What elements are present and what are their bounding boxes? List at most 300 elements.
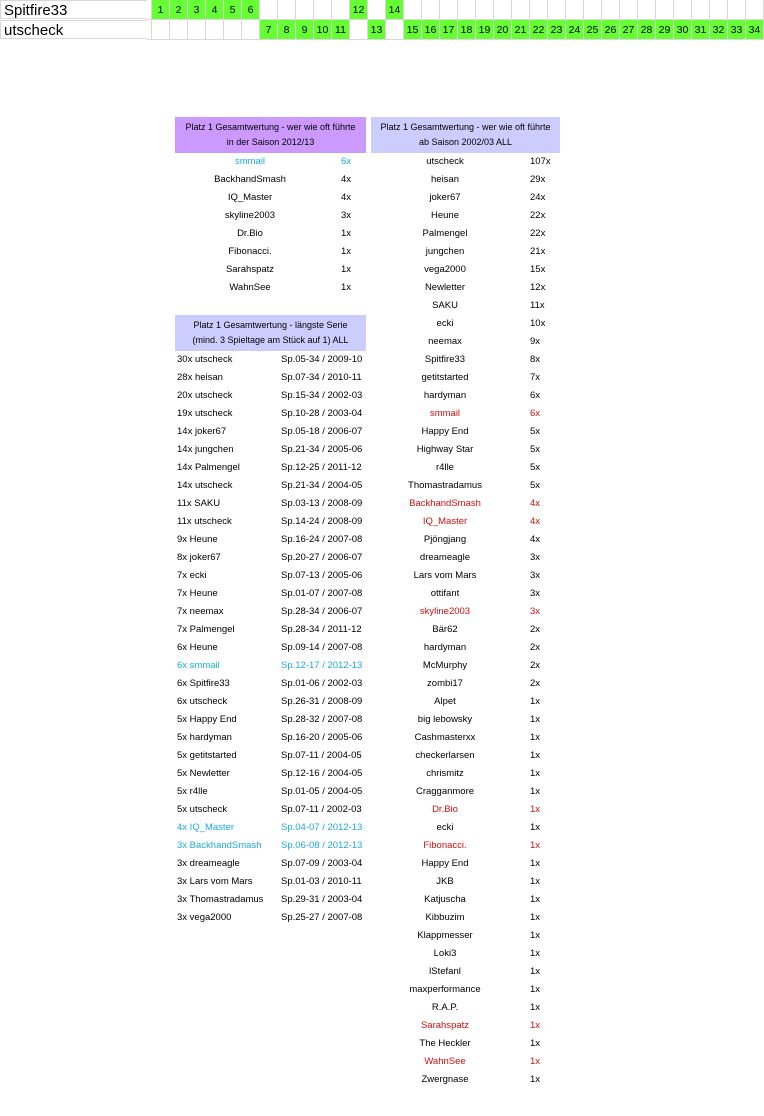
season-leader-row bbox=[175, 171, 366, 189]
streak-row bbox=[177, 729, 366, 747]
lead-count: 24x bbox=[530, 192, 546, 203]
streak-row bbox=[177, 513, 366, 531]
streak-period: Sp.21-34 / 2005-06 bbox=[281, 444, 363, 455]
player-name: checkerlarsen bbox=[415, 750, 475, 761]
lead-count: 10x bbox=[530, 318, 546, 329]
player-name: Cragganmore bbox=[415, 786, 475, 797]
lead-count: 3x bbox=[530, 552, 541, 563]
lead-count: 1x bbox=[530, 1074, 541, 1085]
lead-count: 4x bbox=[341, 192, 352, 203]
grid-cell bbox=[602, 0, 620, 20]
grid-cell-leader: 17 bbox=[440, 20, 458, 40]
lead-count: 3x bbox=[530, 606, 541, 617]
alltime-leader-row bbox=[371, 819, 560, 837]
player-name: skyline2003 bbox=[224, 210, 276, 221]
alltime-leader-row bbox=[371, 873, 560, 891]
grid-cell-leader: 26 bbox=[602, 20, 620, 40]
player-name: jungchen bbox=[425, 246, 465, 257]
grid-cell-leader: 11 bbox=[332, 20, 350, 40]
lead-count: 2x bbox=[530, 660, 541, 671]
grid-cell-leader: 24 bbox=[566, 20, 584, 40]
alltime-leader-row bbox=[371, 1035, 560, 1053]
lead-count: 3x bbox=[530, 588, 541, 599]
player-name: Kibbuzim bbox=[425, 912, 465, 923]
streak-player: 6x Heune bbox=[177, 642, 218, 653]
streak-row bbox=[177, 423, 366, 441]
streak-player: 6x Spitfire33 bbox=[177, 678, 230, 689]
player-name: Highway Star bbox=[416, 444, 474, 455]
player-name: utscheck bbox=[426, 156, 464, 167]
streak-period: Sp.07-09 / 2003-04 bbox=[281, 858, 363, 869]
grid-cell-leader: 8 bbox=[278, 20, 296, 40]
streak-period: Sp.15-34 / 2002-03 bbox=[281, 390, 363, 401]
lead-count: 2x bbox=[530, 678, 541, 689]
lead-count: 1x bbox=[530, 840, 541, 851]
player-name: vega2000 bbox=[424, 264, 466, 275]
streak-player: 8x joker67 bbox=[177, 552, 221, 563]
grid-cell bbox=[422, 0, 440, 20]
streak-player: 7x Palmengel bbox=[177, 624, 235, 635]
grid-cell bbox=[494, 0, 512, 20]
lead-count: 1x bbox=[530, 1056, 541, 1067]
alltime-leader-row bbox=[371, 1071, 560, 1089]
streak-row bbox=[177, 387, 366, 405]
streak-player: 14x jungchen bbox=[177, 444, 234, 455]
alltime-leader-row bbox=[371, 639, 560, 657]
streak-row bbox=[177, 441, 366, 459]
streak-row bbox=[177, 837, 366, 855]
lead-count: 4x bbox=[530, 516, 541, 527]
grid-cell-leader: 31 bbox=[692, 20, 710, 40]
streak-period: Sp.01-05 / 2004-05 bbox=[281, 786, 363, 797]
season-leader-row bbox=[175, 279, 366, 297]
streak-player: 6x utscheck bbox=[177, 696, 228, 707]
alltime-leader-row bbox=[371, 513, 560, 531]
lead-count: 22x bbox=[530, 228, 546, 239]
grid-cell bbox=[260, 0, 278, 20]
streak-period: Sp.07-34 / 2010-11 bbox=[281, 372, 362, 383]
lead-count: 1x bbox=[341, 228, 352, 239]
lead-count: 7x bbox=[530, 372, 541, 383]
streak-period: Sp.14-24 / 2008-09 bbox=[281, 516, 363, 527]
streak-period: Sp.10-28 / 2003-04 bbox=[281, 408, 363, 419]
player-name: Cashmasterxx bbox=[414, 732, 476, 743]
grid-cell bbox=[404, 0, 422, 20]
alltime-leader-row bbox=[371, 171, 560, 189]
grid-cell-leader: 6 bbox=[242, 0, 260, 20]
lead-count: 1x bbox=[530, 930, 541, 941]
streak-period: Sp.28-34 / 2006-07 bbox=[281, 606, 363, 617]
lead-count: 22x bbox=[530, 210, 546, 221]
grid-cell-leader: 32 bbox=[710, 20, 728, 40]
grid-cell bbox=[638, 0, 656, 20]
alltime-leader-row bbox=[371, 459, 560, 477]
lead-count: 6x bbox=[530, 390, 541, 401]
alltime-leader-row bbox=[371, 297, 560, 315]
lead-count: 1x bbox=[530, 1002, 541, 1013]
streak-row bbox=[177, 711, 366, 729]
lead-count: 1x bbox=[530, 966, 541, 977]
player-name: BackhandSmash bbox=[214, 174, 286, 185]
alltime-leader-row bbox=[371, 495, 560, 513]
alltime-leader-row bbox=[371, 567, 560, 585]
streak-player: 5x utscheck bbox=[177, 804, 228, 815]
lead-count: 2x bbox=[530, 624, 541, 635]
alltime-leader-row bbox=[371, 621, 560, 639]
alltime-leader-row bbox=[371, 333, 560, 351]
lead-count: 1x bbox=[530, 1038, 541, 1049]
grid-cell bbox=[566, 0, 584, 20]
player-name: dreameagle bbox=[419, 552, 471, 563]
lead-count: 3x bbox=[341, 210, 352, 221]
streak-period: Sp.07-11 / 2002-03 bbox=[281, 804, 362, 815]
grid-cell bbox=[584, 0, 602, 20]
streak-player: 7x ecki bbox=[177, 570, 207, 581]
streak-player: 7x neemax bbox=[177, 606, 224, 617]
streak-row bbox=[177, 549, 366, 567]
grid-cell bbox=[620, 0, 638, 20]
player-name: smmail bbox=[429, 408, 461, 419]
season-leader-row bbox=[175, 207, 366, 225]
player-name: Sarahspatz bbox=[225, 264, 275, 275]
grid-cell bbox=[368, 0, 386, 20]
player-name: big lebowsky bbox=[417, 714, 473, 725]
grid-cell bbox=[350, 20, 368, 40]
streak-period: Sp.20-27 / 2006-07 bbox=[281, 552, 363, 563]
alltime-leader-row bbox=[371, 603, 560, 621]
grid-cell bbox=[476, 0, 494, 20]
lead-count: 1x bbox=[341, 264, 352, 275]
lead-count: 6x bbox=[530, 408, 541, 419]
grid-cell-leader: 30 bbox=[674, 20, 692, 40]
grid-row bbox=[0, 20, 764, 40]
player-name: IQ_Master bbox=[422, 516, 468, 527]
grid-cell-leader: 20 bbox=[494, 20, 512, 40]
alltime-leader-row bbox=[371, 1017, 560, 1035]
alltime-leader-row bbox=[371, 927, 560, 945]
streak-player: 28x heisan bbox=[177, 372, 223, 383]
grid-cell bbox=[710, 0, 728, 20]
player-name: zombi17 bbox=[427, 678, 463, 689]
alltime-leader-row bbox=[371, 909, 560, 927]
player-name: Zwergnase bbox=[421, 1074, 469, 1085]
player-name: JKB bbox=[436, 876, 454, 887]
grid-cell bbox=[314, 0, 332, 20]
lead-count: 1x bbox=[530, 858, 541, 869]
alltime-leader-row bbox=[371, 441, 560, 459]
player-name: Klappmesser bbox=[417, 930, 473, 941]
lead-count: 1x bbox=[530, 786, 541, 797]
streak-player: 9x Heune bbox=[177, 534, 218, 545]
alltime-leader-row bbox=[371, 207, 560, 225]
streak-row bbox=[177, 351, 366, 369]
alltime-leader-row bbox=[371, 243, 560, 261]
alltime-leader-row bbox=[371, 405, 560, 423]
lead-count: 12x bbox=[530, 282, 546, 293]
streak-period: Sp.12-25 / 2011-12 bbox=[281, 462, 362, 473]
season-leaders-header bbox=[175, 117, 366, 153]
streak-player: 30x utscheck bbox=[177, 354, 233, 365]
player-name: The Heckler bbox=[419, 1038, 471, 1049]
alltime-leader-row bbox=[371, 693, 560, 711]
lead-count: 107x bbox=[530, 156, 551, 167]
lead-count: 5x bbox=[530, 444, 541, 455]
streak-player: 4x IQ_Master bbox=[177, 822, 235, 833]
grid-cell-leader: 14 bbox=[386, 0, 404, 20]
grid-cell-leader: 19 bbox=[476, 20, 494, 40]
player-name: Dr.Bio bbox=[432, 804, 458, 815]
player-name: Happy End bbox=[421, 426, 469, 437]
streak-row bbox=[177, 603, 366, 621]
alltime-leader-row bbox=[371, 711, 560, 729]
lead-count: 29x bbox=[530, 174, 546, 185]
streak-row bbox=[177, 531, 366, 549]
grid-cell-leader: 7 bbox=[260, 20, 278, 40]
alltime-leader-row bbox=[371, 801, 560, 819]
alltime-leader-row bbox=[371, 225, 560, 243]
player-name: Newletter bbox=[424, 282, 466, 293]
streak-row bbox=[177, 477, 366, 495]
streak-player: 6x smmail bbox=[177, 660, 220, 671]
alltime-leader-row bbox=[371, 387, 560, 405]
lead-count: 1x bbox=[530, 894, 541, 905]
player-name: Happy End bbox=[421, 858, 469, 869]
streak-player: 7x Heune bbox=[177, 588, 218, 599]
player-name: Sarahspatz bbox=[420, 1020, 470, 1031]
grid-cell bbox=[188, 20, 206, 40]
streak-row bbox=[177, 369, 366, 387]
streak-player: 5x Newletter bbox=[177, 768, 230, 779]
streak-player: 5x r4lle bbox=[177, 786, 208, 797]
grid-cell-leader: 28 bbox=[638, 20, 656, 40]
grid-cell bbox=[242, 20, 260, 40]
lead-count: 4x bbox=[530, 498, 541, 509]
lead-count: 3x bbox=[530, 570, 541, 581]
streak-player: 19x utscheck bbox=[177, 408, 233, 419]
lead-count: 8x bbox=[530, 354, 541, 365]
streaks-title-line2: (mind. 3 Spieltage am Stück auf 1) ALL bbox=[192, 335, 349, 345]
alltime-leader-row bbox=[371, 657, 560, 675]
lead-count: 1x bbox=[341, 282, 352, 293]
lead-count: 4x bbox=[341, 174, 352, 185]
player-name: chrismitz bbox=[426, 768, 464, 779]
grid-cell-leader: 23 bbox=[548, 20, 566, 40]
alltime-leader-row bbox=[371, 315, 560, 333]
lead-count: 1x bbox=[530, 768, 541, 779]
grid-cell bbox=[278, 0, 296, 20]
grid-row bbox=[0, 0, 764, 20]
lead-count: 1x bbox=[530, 984, 541, 995]
season-leader-row bbox=[175, 189, 366, 207]
player-name: ottifant bbox=[430, 588, 460, 599]
streak-player: 5x getitstarted bbox=[177, 750, 237, 761]
streak-row bbox=[177, 657, 366, 675]
player-name: McMurphy bbox=[422, 660, 468, 671]
grid-cell bbox=[656, 0, 674, 20]
alltime-leader-row bbox=[371, 585, 560, 603]
grid-cell-leader: 9 bbox=[296, 20, 314, 40]
player-name: IQ_Master bbox=[227, 192, 273, 203]
streak-player: 14x joker67 bbox=[177, 426, 227, 437]
streak-player: 3x vega2000 bbox=[177, 912, 232, 923]
grid-cell bbox=[512, 0, 530, 20]
season-leader-row bbox=[175, 153, 366, 171]
streak-period: Sp.09-14 / 2007-08 bbox=[281, 642, 363, 653]
streak-row bbox=[177, 675, 366, 693]
streaks-header bbox=[175, 315, 366, 351]
streak-row bbox=[177, 585, 366, 603]
streak-row bbox=[177, 621, 366, 639]
alltime-leader-row bbox=[371, 1053, 560, 1071]
streak-period: Sp.26-31 / 2008-09 bbox=[281, 696, 363, 707]
player-name: Fibonacci. bbox=[423, 840, 467, 851]
streak-period: Sp.04-07 / 2012-13 bbox=[281, 822, 363, 833]
lead-count: 1x bbox=[530, 714, 541, 725]
lead-count: 4x bbox=[530, 534, 541, 545]
grid-cell-leader: 25 bbox=[584, 20, 602, 40]
streak-period: Sp.28-32 / 2007-08 bbox=[281, 714, 363, 725]
player-name: Spitfire33 bbox=[424, 354, 466, 365]
streak-period: Sp.05-18 / 2006-07 bbox=[281, 426, 363, 437]
grid-cell-leader: 22 bbox=[530, 20, 548, 40]
grid-cell-leader: 27 bbox=[620, 20, 638, 40]
season-leaders-title-line2: in der Saison 2012/13 bbox=[226, 137, 315, 147]
lead-count: 1x bbox=[530, 732, 541, 743]
grid-cell bbox=[152, 20, 170, 40]
player-name: Bär62 bbox=[432, 624, 458, 635]
player-name: skyline2003 bbox=[419, 606, 471, 617]
lead-count: 1x bbox=[530, 804, 541, 815]
alltime-leader-row bbox=[371, 531, 560, 549]
grid-cell bbox=[530, 0, 548, 20]
alltime-leader-row bbox=[371, 963, 560, 981]
lead-count: 5x bbox=[530, 426, 541, 437]
grid-cell-leader: 16 bbox=[422, 20, 440, 40]
grid-cell bbox=[692, 0, 710, 20]
alltime-leaders-title-line2: ab Saison 2002/03 ALL bbox=[418, 137, 513, 147]
streak-period: Sp.29-31 / 2003-04 bbox=[281, 894, 363, 905]
streak-player: 3x Lars vom Mars bbox=[177, 876, 253, 887]
grid-cell-leader: 15 bbox=[404, 20, 422, 40]
player-name: Lars vom Mars bbox=[413, 570, 477, 581]
player-name: Palmengel bbox=[422, 228, 468, 239]
grid-cell-leader: 4 bbox=[206, 0, 224, 20]
grid-cell-leader: 12 bbox=[350, 0, 368, 20]
streak-row bbox=[177, 909, 366, 927]
alltime-leader-row bbox=[371, 279, 560, 297]
player-name: maxperformance bbox=[409, 984, 481, 995]
lead-count: 21x bbox=[530, 246, 546, 257]
streak-period: Sp.21-34 / 2004-05 bbox=[281, 480, 363, 491]
streak-player: 3x Thomastradamus bbox=[177, 894, 264, 905]
player-name: getitstarted bbox=[421, 372, 469, 383]
lead-count: 1x bbox=[530, 822, 541, 833]
player-name: Katjuscha bbox=[424, 894, 466, 905]
player-name: heisan bbox=[431, 174, 459, 185]
lead-count: 1x bbox=[530, 750, 541, 761]
streak-player: 11x SAKU bbox=[177, 498, 221, 509]
streak-player: 20x utscheck bbox=[177, 390, 233, 401]
streak-row bbox=[177, 567, 366, 585]
player-name: SAKU bbox=[432, 300, 458, 311]
streak-player: 5x hardyman bbox=[177, 732, 232, 743]
grid-cell-leader: 5 bbox=[224, 0, 242, 20]
player-name: Pjöngjang bbox=[423, 534, 467, 545]
alltime-leader-row bbox=[371, 945, 560, 963]
streak-period: Sp.03-13 / 2008-09 bbox=[281, 498, 363, 509]
alltime-leader-row bbox=[371, 747, 560, 765]
streak-player: 3x dreameagle bbox=[177, 858, 240, 869]
streak-period: Sp.01-07 / 2007-08 bbox=[281, 588, 363, 599]
player-name: Alpet bbox=[434, 696, 456, 707]
player-name: ecki bbox=[436, 822, 454, 833]
player-name: WahnSee bbox=[229, 282, 271, 293]
season-leaders-title-line1: Platz 1 Gesamtwertung - wer wie oft führte bbox=[185, 122, 356, 132]
streak-row bbox=[177, 693, 366, 711]
grid-cell-leader: 3 bbox=[188, 0, 206, 20]
streak-period: Sp.01-06 / 2002-03 bbox=[281, 678, 363, 689]
player-name: ecki bbox=[436, 318, 454, 329]
grid-cell bbox=[224, 20, 242, 40]
alltime-leader-row bbox=[371, 549, 560, 567]
player-name: Heune bbox=[431, 210, 459, 221]
alltime-leader-row bbox=[371, 855, 560, 873]
streak-row bbox=[177, 801, 366, 819]
streak-row bbox=[177, 855, 366, 873]
alltime-leader-row bbox=[371, 837, 560, 855]
alltime-leader-row bbox=[371, 423, 560, 441]
grid-cell bbox=[386, 20, 404, 40]
lead-count: 1x bbox=[530, 912, 541, 923]
player-name: WahnSee bbox=[424, 1056, 466, 1067]
streak-row bbox=[177, 765, 366, 783]
alltime-leaders-title-line1: Platz 1 Gesamtwertung - wer wie oft führte bbox=[380, 122, 551, 132]
lead-count: 1x bbox=[530, 696, 541, 707]
streak-row bbox=[177, 495, 366, 513]
streak-row bbox=[177, 873, 366, 891]
streak-player: 3x BackhandSmash bbox=[177, 840, 262, 851]
grid-cell bbox=[296, 0, 314, 20]
grid-cell bbox=[332, 0, 350, 20]
alltime-leader-row bbox=[371, 189, 560, 207]
streak-period: Sp.16-24 / 2007-08 bbox=[281, 534, 363, 545]
streak-period: Sp.06-08 / 2012-13 bbox=[281, 840, 363, 851]
alltime-leader-row bbox=[371, 153, 560, 171]
streak-period: Sp.05-34 / 2009-10 bbox=[281, 354, 363, 365]
lead-count: 5x bbox=[530, 480, 541, 491]
grid-cell bbox=[728, 0, 746, 20]
player-name: Dr.Bio bbox=[237, 228, 263, 239]
player-name: r4lle bbox=[436, 462, 454, 473]
streak-period: Sp.07-11 / 2004-05 bbox=[281, 750, 362, 761]
lead-count: 5x bbox=[530, 462, 541, 473]
player-name: hardyman bbox=[423, 642, 467, 653]
grid-cell bbox=[548, 0, 566, 20]
grid-cell-leader: 1 bbox=[152, 0, 170, 20]
grid-cell-leader: 10 bbox=[314, 20, 332, 40]
streak-row bbox=[177, 819, 366, 837]
streak-player: 14x utscheck bbox=[177, 480, 233, 491]
alltime-leader-row bbox=[371, 351, 560, 369]
streak-period: Sp.16-20 / 2005-06 bbox=[281, 732, 363, 743]
lead-count: 1x bbox=[341, 246, 352, 257]
streak-period: Sp.07-13 / 2005-06 bbox=[281, 570, 363, 581]
player-name: Thomastradamus bbox=[408, 480, 482, 491]
grid-cell bbox=[170, 20, 188, 40]
lead-count: 11x bbox=[530, 300, 545, 311]
lead-count: 1x bbox=[530, 1020, 541, 1031]
player-name: neemax bbox=[428, 336, 462, 347]
